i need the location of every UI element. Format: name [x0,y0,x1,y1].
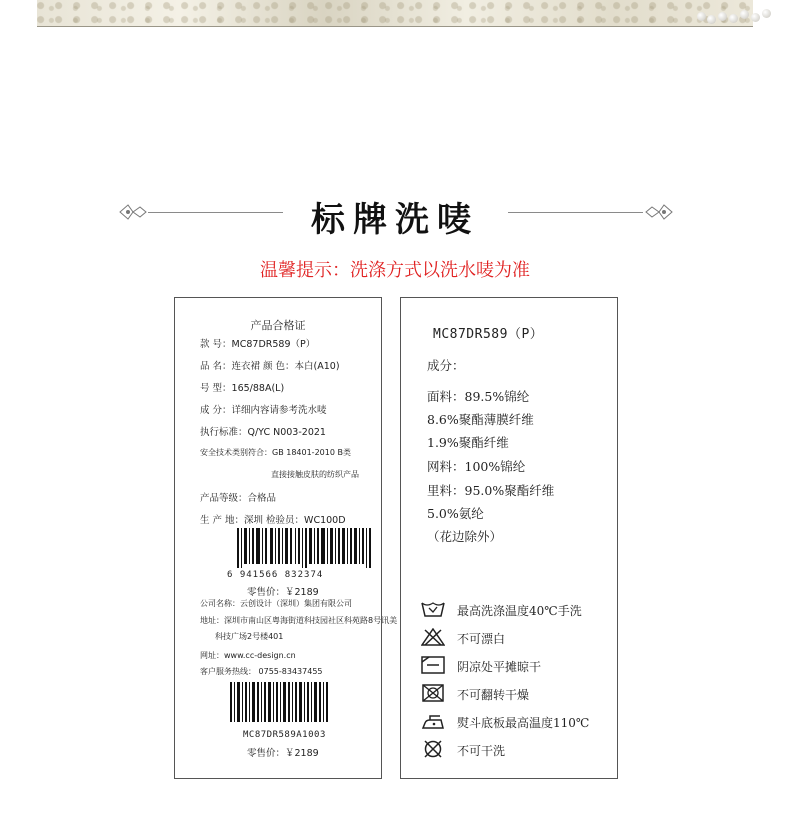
barcode-ean [235,528,375,568]
company-website: 网址：www.cc-design.cn [200,651,296,660]
company-name: 公司名称：云创设计（深圳）集团有限公司 [200,599,352,608]
standard: 执行标准：Q/YC N003-2021 [200,427,326,438]
pearl [707,15,716,24]
retail-price: 零售价：￥2189 [247,587,319,598]
lace-exception: （花边除外） [427,529,503,544]
composition-note: 成 分：详细内容请参考洗水唛 [200,405,327,416]
lace-texture [37,0,753,26]
pearl [718,12,727,21]
sku-code: MC87DR589A1003 [243,730,326,740]
barcode-number: 6 941566 832374 [227,570,324,580]
style-number: 款 号：MC87DR589（P） [200,339,316,350]
right-ornament-icon [644,199,674,225]
grade: 产品等级：合格品 [200,493,277,504]
safety-category: 安全技术类别符合：GB 18401-2010 B类 [200,448,351,457]
care-text: 熨斗底板最高温度110℃ [457,716,590,730]
shell-fabric-3: 1.9%聚酯纤维 [427,435,509,450]
no-bleach-icon [421,628,445,646]
section-title: 标牌洗唛 [311,200,479,240]
product-name-color: 品 名：连衣裙 颜 色：本白(A10) [200,361,340,372]
care-text: 阴凉处平摊晾干 [457,660,542,674]
lining-fabric: 里料：95.0%聚酯纤维 [427,483,555,498]
lining-fabric-2: 5.0%氨纶 [427,506,484,521]
pearl [740,10,749,19]
pearl [697,12,706,21]
care-iron [421,712,611,732]
title-rule-right [508,212,643,213]
care-dry-flat [421,656,611,676]
shell-fabric: 面料：89.5%锦纶 [427,389,530,404]
care-text: 最高洗涤温度40℃手洗 [457,604,582,618]
company-address-2: 科技广场2号楼401 [215,632,284,641]
retail-price-2: 零售价：￥2189 [247,748,319,759]
wash-40-hand-icon [421,600,445,618]
care-no-dry-clean [421,740,611,760]
origin-inspector: 生 产 地：深圳 检验员：WC100D [200,515,346,526]
no-dry-clean-icon [421,740,445,758]
barcode-code128 [229,682,329,722]
warm-tip: 温馨提示：洗涤方式以洗水唛为准 [260,260,530,281]
certificate-tag [174,297,398,779]
product-photo-strip [37,0,753,27]
size: 号 型：165/88A(L) [200,383,285,394]
service-hotline: 客户服务热线： 0755-83437455 [200,667,323,676]
safety-note: 直接接触皮肤的纺织产品 [271,470,359,479]
wash-label-tag [400,297,618,779]
no-tumble-dry-icon [421,684,445,702]
pearl [762,9,771,18]
care-text: 不可漂白 [457,632,506,646]
composition-label: 成分： [427,358,465,373]
company-address: 地址：深圳市南山区粤海街道科技园社区科苑路8号讯美 [200,616,398,625]
care-hand-wash [421,600,611,620]
certificate-title: 产品合格证 [250,319,306,332]
pearl [751,13,760,22]
mesh-fabric: 网料：100%锦纶 [427,459,526,474]
care-text: 不可翻转干燥 [457,688,530,702]
care-no-bleach [421,628,611,648]
pearl [729,14,738,23]
care-text: 不可干洗 [457,744,506,758]
shell-fabric-2: 8.6%聚酯薄膜纤维 [427,412,534,427]
care-no-tumble [421,684,611,704]
wash-label-code: MC87DR589（P） [433,327,544,342]
dry-flat-shade-icon [421,656,445,674]
iron-110-icon [421,712,445,730]
